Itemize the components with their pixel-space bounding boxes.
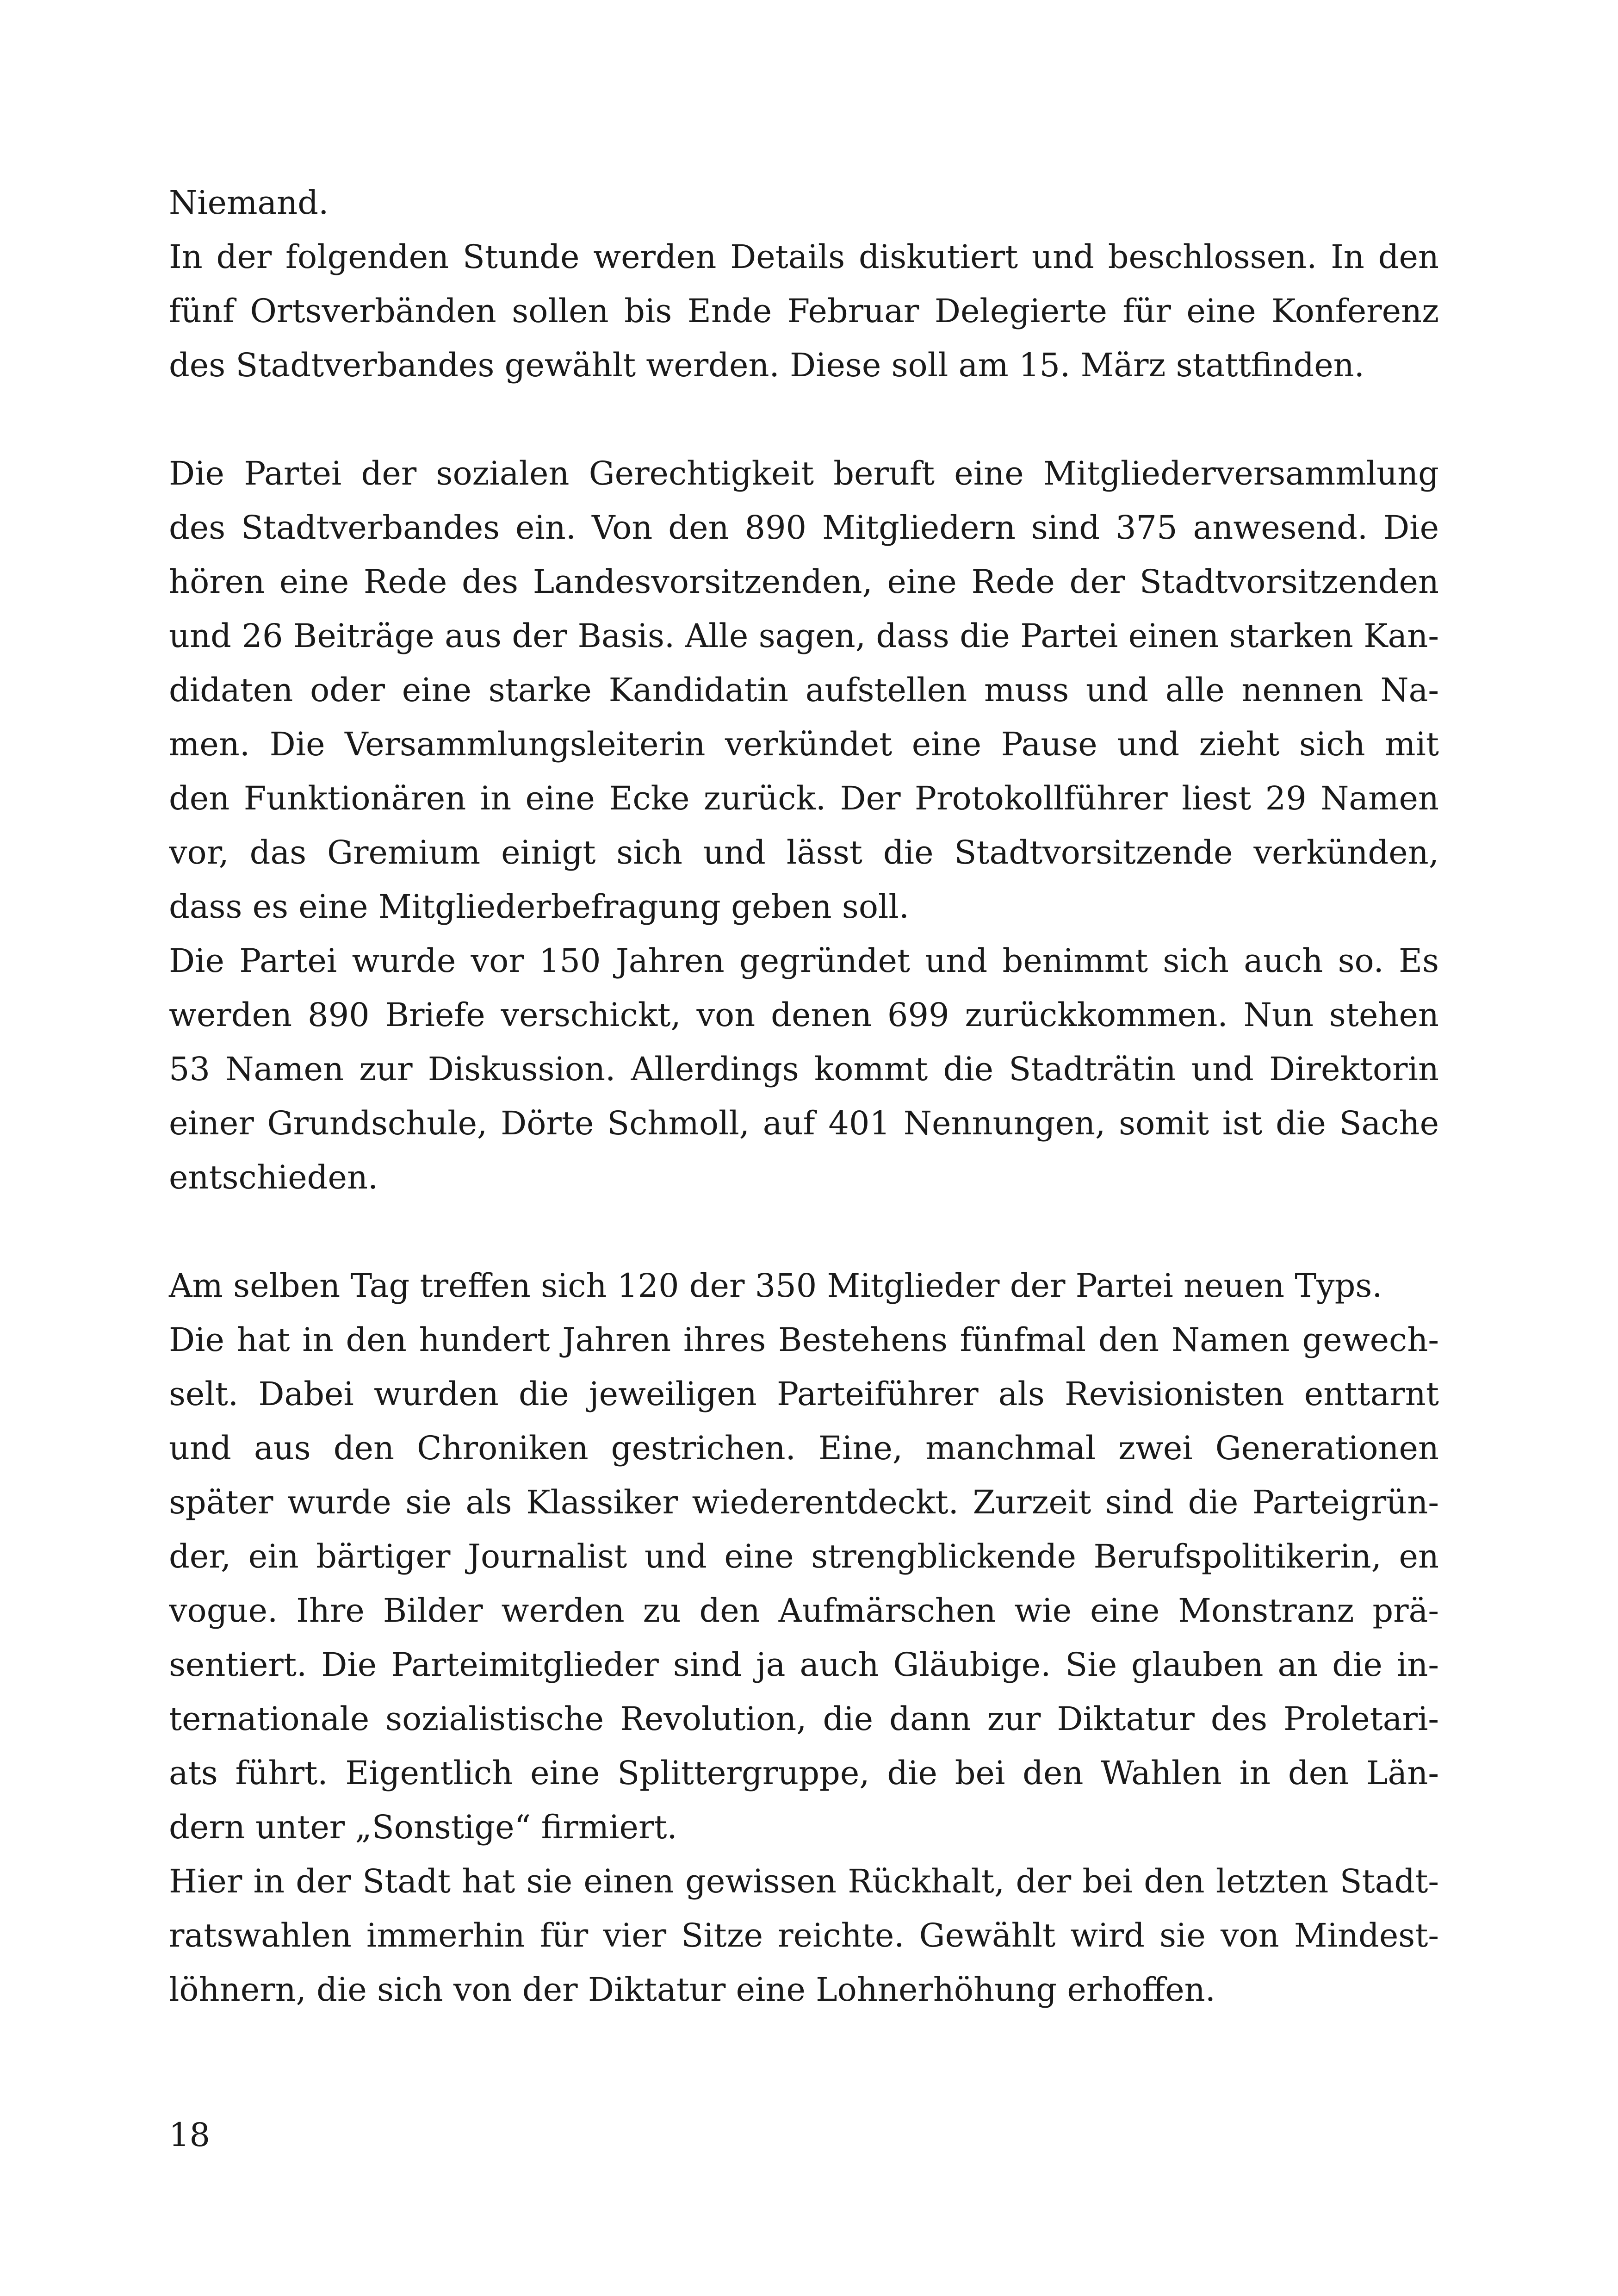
text-line: 53 Namen zur Diskussion. Allerdings kommt die Stadträtin und Direktorin: [169, 1050, 1439, 1088]
text-line: dass es eine Mitgliederbefragung geben soll.: [169, 888, 909, 926]
text-line: Am selben Tag treffen sich 120 der 350 Mitglieder der Partei neuen Typs.: [169, 1267, 1382, 1305]
paragraph-gap: [169, 1205, 1439, 1259]
text-line: vor, das Gremium einigt sich und lässt die Stadtvorsitzende verkünden,: [169, 834, 1439, 871]
text-line: werden 890 Briefe verschickt, von denen 699 zurückkommen. Nun stehen: [169, 996, 1439, 1034]
text-line: Die Partei der sozialen Gerechtigkeit beruft eine Mitgliederversammlung: [169, 454, 1439, 492]
text-line: und 26 Beiträge aus der Basis. Alle sagen, dass die Partei einen starken Kan-: [169, 617, 1439, 655]
text-line: didaten oder eine starke Kandidatin aufstellen muss und alle nennen Na-: [169, 671, 1439, 709]
text-line: dern unter „Sonstige“ firmiert.: [169, 1808, 677, 1846]
text-line: Niemand.: [169, 184, 329, 222]
paragraph: [169, 1854, 1439, 2017]
text-line: Hier in der Stadt hat sie einen gewissen Rückhalt, der bei den letzten Stadt-: [169, 1862, 1439, 1900]
text-line: des Stadtverbandes ein. Von den 890 Mitgliedern sind 375 anwesend. Die: [169, 509, 1439, 547]
paragraph-gap: [169, 392, 1439, 447]
text-line: und aus den Chroniken gestrichen. Eine, manchmal zwei Generationen: [169, 1429, 1439, 1467]
paragraph: [169, 176, 1439, 230]
text-line: vogue. Ihre Bilder werden zu den Aufmärschen wie eine Monstranz prä-: [169, 1592, 1439, 1630]
text-line: ternationale sozialistische Revolution, die dann zur Diktatur des Proletari-: [169, 1700, 1439, 1738]
text-line: ratswahlen immerhin für vier Sitze reichte. Gewählt wird sie von Mindest-: [169, 1916, 1439, 1954]
text-line: ats führt. Eigentlich eine Splittergruppe, die bei den Wahlen in den Län-: [169, 1754, 1439, 1792]
paragraph: [169, 934, 1439, 1205]
text-line: der, ein bärtiger Journalist und eine strengblickende Berufspolitikerin, en: [169, 1537, 1439, 1575]
text-line: Die hat in den hundert Jahren ihres Bestehens fünfmal den Namen gewech-: [169, 1321, 1439, 1359]
text-line: fünf Ortsverbänden sollen bis Ende Februar Delegierte für eine Konferenz: [169, 292, 1439, 330]
text-line: men. Die Versammlungsleiterin verkündet eine Pause und zieht sich mit: [169, 725, 1439, 763]
paragraph: [169, 1259, 1439, 1854]
text-line: einer Grundschule, Dörte Schmoll, auf 401 Nennungen, somit ist die Sache: [169, 1104, 1439, 1142]
text-line: später wurde sie als Klassiker wiederentdeckt. Zurzeit sind die Parteigrün-: [169, 1483, 1439, 1521]
text-line: des Stadtverbandes gewählt werden. Diese soll am 15. März stattfinden.: [169, 346, 1364, 384]
text-line: Die Partei wurde vor 150 Jahren gegründet und benimmt sich auch so. Es: [169, 942, 1439, 980]
page-number: 18: [169, 2116, 211, 2154]
text-line: den Funktionären in eine Ecke zurück. Der Protokollführer liest 29 Namen: [169, 779, 1439, 817]
text-line: selt. Dabei wurden die jeweiligen Parteiführer als Revisionisten enttarnt: [169, 1375, 1439, 1413]
paragraph: [169, 230, 1439, 392]
text-line: entschieden.: [169, 1158, 378, 1196]
text-line: sentiert. Die Parteimitglieder sind ja auch Gläubige. Sie glauben an die in-: [169, 1646, 1439, 1684]
body-text: [169, 176, 1439, 2017]
paragraph: [169, 447, 1439, 934]
text-line: hören eine Rede des Landesvorsitzenden, eine Rede der Stadtvorsitzenden: [169, 563, 1439, 601]
text-line: In der folgenden Stunde werden Details diskutiert und beschlossen. In den: [169, 238, 1439, 276]
text-line: löhnern, die sich von der Diktatur eine Lohnerhöhung erhoffen.: [169, 1971, 1215, 2009]
